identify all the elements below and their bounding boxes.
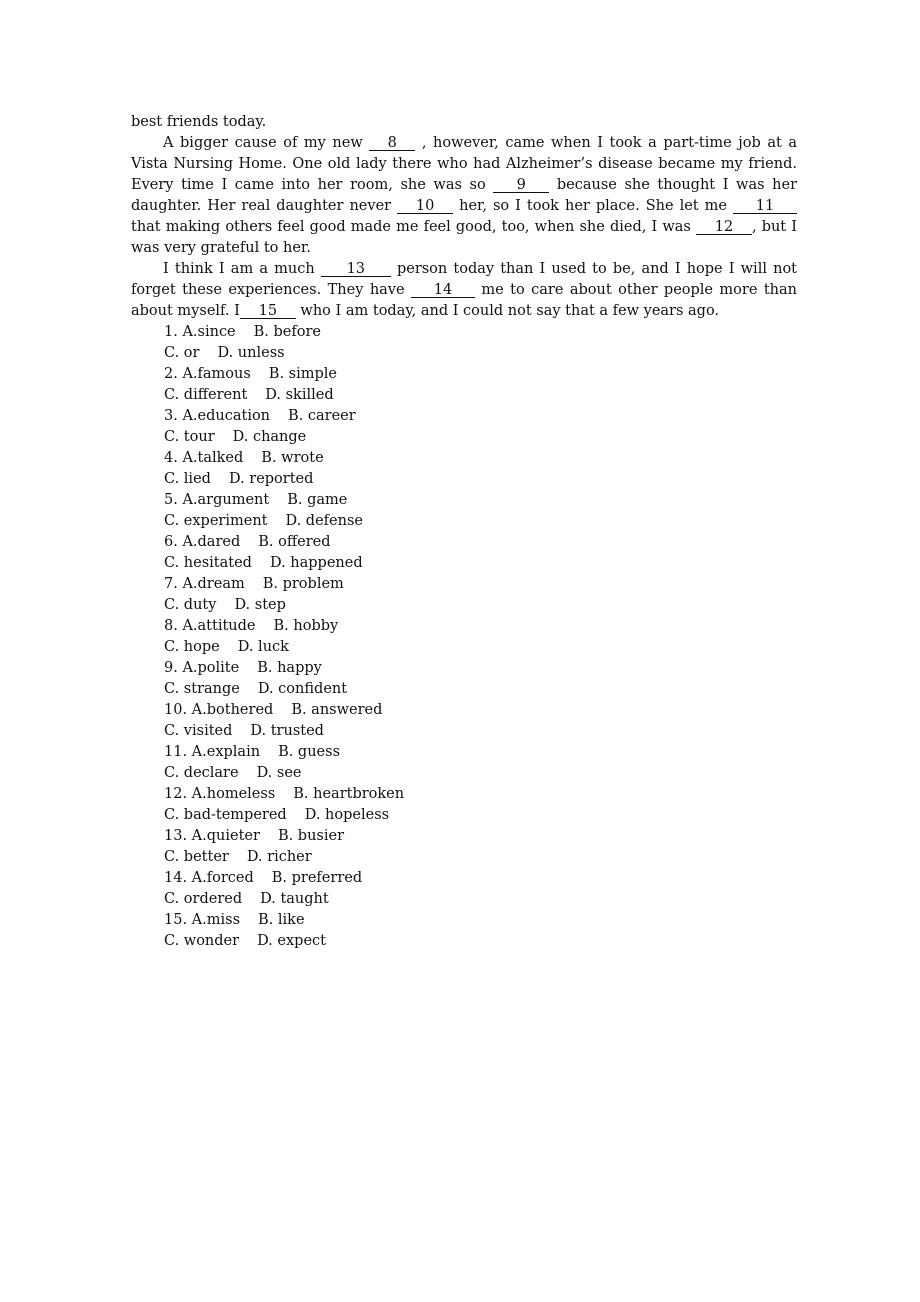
option-d: D. trusted (250, 723, 324, 739)
passage-paragraph-2 (131, 133, 797, 259)
option-c: C. wonder (164, 933, 240, 949)
option-a: 6. A.dared (164, 534, 241, 550)
option-d: D. richer (246, 849, 312, 865)
option-row (131, 910, 797, 931)
option-a: 7. A.dream (164, 576, 245, 592)
option-c: C. or (164, 345, 200, 361)
option-b: B. happy (257, 660, 322, 676)
blank-8: 8 (369, 136, 415, 151)
option-d: D. see (256, 765, 302, 781)
option-c: C. strange (164, 681, 240, 697)
blank-13: 13 (321, 262, 391, 277)
option-row (131, 364, 797, 385)
option-c: C. bad-tempered (164, 807, 287, 823)
option-row (131, 511, 797, 532)
option-d: D. happened (269, 555, 363, 571)
option-b: B. like (258, 912, 305, 928)
option-c: C. lied (164, 471, 211, 487)
option-row (131, 721, 797, 742)
option-row (131, 343, 797, 364)
option-c: C. declare (164, 765, 239, 781)
option-a: 9. A.polite (164, 660, 240, 676)
option-row (131, 826, 797, 847)
option-d: D. skilled (265, 387, 334, 403)
option-row (131, 595, 797, 616)
option-b: B. before (253, 324, 322, 340)
passage-text: , but I was very grateful to her. (131, 219, 797, 256)
option-row (131, 490, 797, 511)
option-row (131, 406, 797, 427)
option-a: 11. A.explain (164, 744, 261, 760)
option-a: 15. A.miss (164, 912, 241, 928)
option-d: D. taught (260, 891, 329, 907)
blank-14: 14 (411, 283, 475, 298)
option-b: B. offered (258, 534, 331, 550)
option-b: B. guess (278, 744, 341, 760)
option-b: B. heartbroken (293, 786, 405, 802)
option-row (131, 889, 797, 910)
option-b: B. preferred (271, 870, 363, 886)
option-row (131, 448, 797, 469)
option-d: D. confident (257, 681, 348, 697)
option-c: C. hope (164, 639, 220, 655)
option-row (131, 469, 797, 490)
option-row (131, 532, 797, 553)
passage-text: A bigger cause of my new (163, 135, 370, 151)
blank-11: 11 (733, 199, 797, 214)
option-a: 14. A.forced (164, 870, 254, 886)
option-d: D. expect (257, 933, 326, 949)
option-row (131, 931, 797, 952)
blank-15: 15 (240, 304, 296, 319)
option-row (131, 637, 797, 658)
option-row (131, 742, 797, 763)
option-c: C. duty (164, 597, 217, 613)
passage-paragraph-3 (131, 259, 797, 322)
option-row (131, 574, 797, 595)
option-row (131, 868, 797, 889)
option-a: 2. A.famous (164, 366, 251, 382)
option-d: D. change (232, 429, 307, 445)
blank-9: 9 (493, 178, 549, 193)
option-row (131, 322, 797, 343)
option-row (131, 385, 797, 406)
option-b: B. problem (262, 576, 344, 592)
option-c: C. tour (164, 429, 215, 445)
option-d: D. luck (237, 639, 289, 655)
option-b: B. game (287, 492, 348, 508)
passage-text: her, so I took her place. She let me (453, 198, 733, 214)
option-row (131, 658, 797, 679)
passage-text: I think I am a much (163, 261, 321, 277)
option-row (131, 679, 797, 700)
option-row (131, 553, 797, 574)
option-b: B. career (288, 408, 356, 424)
blank-12: 12 (696, 220, 752, 235)
option-a: 12. A.homeless (164, 786, 276, 802)
option-a: 4. A.talked (164, 450, 244, 466)
passage-text: that making others feel good made me feel good, too, when she died, I was (131, 219, 696, 235)
option-b: B. wrote (261, 450, 324, 466)
passage-text: , however, came when I took a part-time job at a Vista Nursing Home. One old lady there who had Alzheimer’s disease became my friend. Every time I came into her room, she was so (131, 135, 797, 193)
option-row (131, 616, 797, 637)
option-row (131, 427, 797, 448)
option-c: C. better (164, 849, 229, 865)
option-row (131, 805, 797, 826)
option-row (131, 784, 797, 805)
option-a: 3. A.education (164, 408, 271, 424)
option-a: 1. A.since (164, 324, 236, 340)
passage-text: me to care about other people more than about myself. I (131, 282, 797, 319)
option-a: 8. A.attitude (164, 618, 256, 634)
option-d: D. hopeless (304, 807, 390, 823)
passage-text: because she thought I was her daughter. Her real daughter never (131, 177, 797, 214)
blank-10: 10 (397, 199, 453, 214)
option-a: 10. A.bothered (164, 702, 274, 718)
option-c: C. hesitated (164, 555, 252, 571)
option-row (131, 763, 797, 784)
option-c: C. ordered (164, 891, 243, 907)
passage-text: person today than I used to be, and I hope I will not forget these experiences. They have (131, 261, 798, 298)
option-b: B. answered (291, 702, 383, 718)
option-c: C. visited (164, 723, 233, 739)
option-d: D. reported (228, 471, 314, 487)
option-d: D. defense (285, 513, 363, 529)
option-c: C. different (164, 387, 248, 403)
option-a: 13. A.quieter (164, 828, 260, 844)
option-a: 5. A.argument (164, 492, 270, 508)
answer-options (131, 322, 797, 952)
option-c: C. experiment (164, 513, 268, 529)
option-b: B. hobby (273, 618, 339, 634)
document-page (131, 112, 797, 952)
option-b: B. simple (268, 366, 337, 382)
passage-line: best friends today. (131, 114, 267, 130)
option-row (131, 847, 797, 868)
option-row (131, 700, 797, 721)
option-b: B. busier (277, 828, 345, 844)
passage-text: who I am today, and I could not say that a few years ago. (295, 303, 720, 319)
option-d: D. step (234, 597, 286, 613)
option-d: D. unless (217, 345, 285, 361)
